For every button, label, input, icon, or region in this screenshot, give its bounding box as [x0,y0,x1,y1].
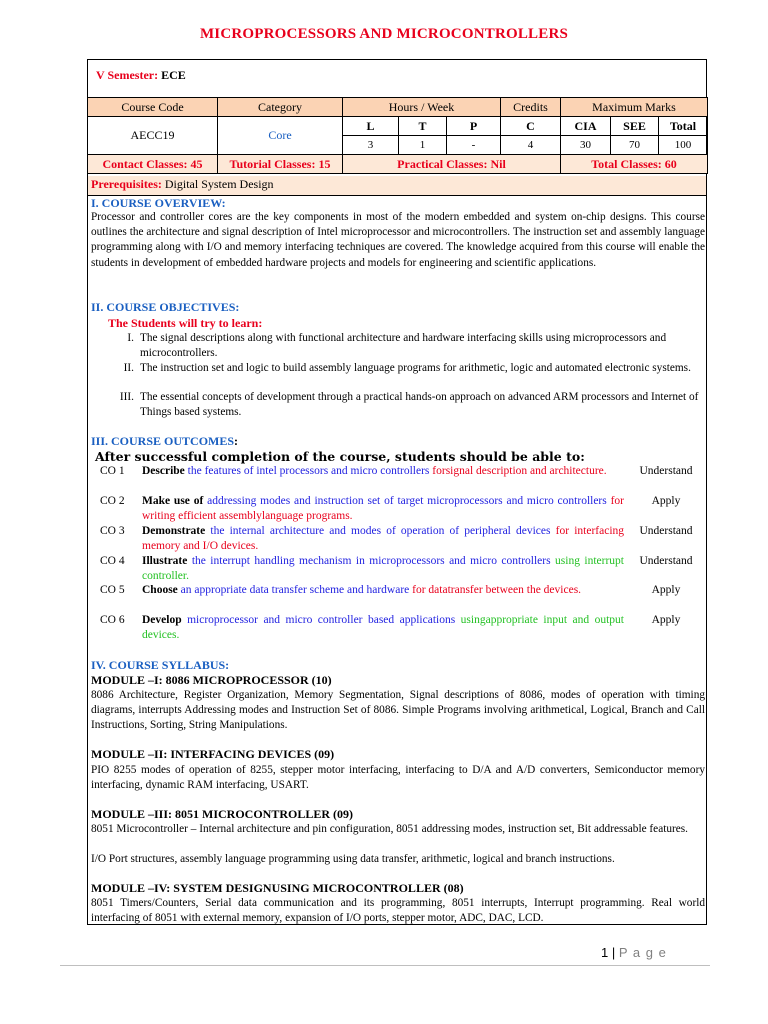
outcome-verb: Describe [142,465,185,477]
outcome-level: Understand [639,525,693,537]
footer-rule [60,965,710,966]
outcome-desc [142,613,624,643]
outcomes-intro: After successful completion of the course, students should be able to: [95,449,585,464]
objective-text: The essential concepts of development through a practical hands-on approach on advanced ARM processors and Internet of Things based systems. [140,391,699,418]
objective-text: The signal descriptions along with functional architecture and hardware interfacing skills using microprocessors and microcontrollers. [140,332,667,359]
outcome-part1: microprocessor and micro controller based applications [187,614,456,626]
module-text: 8051 Timers/Counters, Serial data communication and its programming, 8051 interrupts, Interrupt programming. Real world interfacing of 8051 with external memory, expansion of I/O ports, stepper motor, ADC, DAC, LCD. [91,897,705,925]
sub-P: P [447,117,501,136]
objective-text: The instruction set and logic to build assembly language programs for arithmetic, logic and automated electronic systems. [140,362,691,374]
tutorial-classes: Tutorial Classes: 15 [218,155,343,174]
sub-C: C [501,117,561,136]
prereq-label: Prerequisites: [91,177,162,191]
outcome-part1: the interrupt handling mechanism in microprocessors and micro controllers [191,555,551,567]
objective-num: II. [123,362,134,374]
header-marks: Maximum Marks [561,98,708,117]
outcome-level: Apply [651,584,681,596]
sub-CIA: CIA [561,117,611,136]
practical-classes: Practical Classes: Nil [343,155,561,174]
header-category: Category [218,98,343,117]
table-sub-row [88,117,708,136]
semester-value: ECE [161,68,186,82]
syllabus-heading: IV. COURSE SYLLABUS: [91,658,230,672]
outcome-part2: peripheral devices [464,525,551,537]
val-L: 3 [343,136,399,155]
overview-heading: I. COURSE OVERVIEW: [91,196,226,210]
outcome-part1: an appropriate data transfer scheme and hardware [180,584,410,596]
val-P: - [447,136,501,155]
outcome-id: CO 2 [100,495,125,507]
page-title: MICROPROCESSORS AND MICROCONTROLLERS [199,26,569,42]
outcome-verb: Demonstrate [142,525,206,537]
course-category: Core [218,117,343,155]
outcome-desc [142,464,624,479]
outcome-level: Apply [651,495,681,507]
total-classes: Total Classes: 60 [561,155,708,174]
val-SEE: 70 [611,136,659,155]
objective-item [108,390,702,420]
outcome-level: Understand [639,465,693,477]
module-text: 8051 Microcontroller – Internal architecture and pin configuration, 8051 addressing modes, instruction set, Bit addressable features. [91,823,688,835]
outcome-part1: addressing modes and instruction set of target microprocessors and micro controllers [207,495,607,507]
module-title: MODULE –I: 8086 MICROPROCESSOR (10) [91,673,332,687]
outcome-desc [142,583,624,598]
outcome-part2: for writing efficient assemblylanguage programs. [142,495,624,522]
sub-L: L [343,117,399,136]
objective-item [108,331,702,361]
outcomes-heading [91,434,238,449]
objectives-intro: The Students will try to learn: [108,316,263,330]
val-CIA: 30 [561,136,611,155]
objective-item [108,361,702,376]
objectives-heading: II. COURSE OBJECTIVES: [91,300,240,314]
contact-classes: Contact Classes: 45 [88,155,218,174]
outcome-id: CO 4 [100,555,125,567]
overview-text: Processor and controller cores are the key components in most of the modern embedded and system on-chip designs. This course outlines the architecture and signal description of Intel microprocessor and microcontrollers. The instruction set and assembly language programming along with I/O and memory interfacing techniques are covered. The knowledge acquired from this course will enable the students in development of embedded hardware projects and models for engineering and scientific applications. [91,211,705,269]
outcome-verb: Make use of [142,495,204,507]
sub-SEE: SEE [611,117,659,136]
sub-T: T [399,117,447,136]
header-hours: Hours / Week [343,98,501,117]
outcome-part2: forsignal description and architecture. [432,465,607,477]
module-text: PIO 8255 modes of operation of 8255, stepper motor interfacing, interfacing to D/A and A/D converters, Semiconductor memory interfacing, dynamic RAM interfacing, USART. [91,764,705,792]
header-credits: Credits [501,98,561,117]
outcomes-heading-text: III. COURSE OUTCOMES [91,434,235,448]
outcomes-heading-colon: : [234,434,239,448]
objective-num: I. [127,332,134,344]
module-title: MODULE –IV: SYSTEM DESIGNUSING MICROCONTROLLER (08) [91,881,464,895]
outcome-part3: usingappropriate input and output devices. [142,614,624,641]
outcome-part2: for datatransfer between the devices. [412,584,582,596]
page-footer [601,945,667,960]
outcome-part1: the features of intel processors and micro controllers [187,465,430,477]
course-code: AECC19 [88,117,218,155]
outcome-desc [142,554,624,584]
sub-Total: Total [659,117,708,136]
page-separator: | [611,945,616,960]
outcome-part3: using interrupt controller. [142,555,624,582]
header-course-code: Course Code [88,98,218,117]
semester-line [96,68,186,83]
outcome-verb: Illustrate [142,555,188,567]
module-title: MODULE –III: 8051 MICROCONTROLLER (09) [91,807,354,821]
outcome-id: CO 3 [100,525,125,537]
outcome-part3: for interfacing memory and I/O devices. [142,525,625,552]
prereq-value: Digital System Design [164,177,274,191]
module-title: MODULE –II: INTERFACING DEVICES (09) [91,747,335,761]
objective-num: III. [119,391,134,403]
prerequisites [88,176,706,195]
val-Total: 100 [659,136,708,155]
outcome-desc [142,524,624,554]
outcome-verb: Choose [142,584,178,596]
outcome-level: Apply [651,614,681,626]
val-C: 4 [501,136,561,155]
outcome-id: CO 6 [100,614,125,626]
outcome-level: Understand [639,555,693,567]
outcome-part1: the internal architecture and modes of operation of [210,525,460,537]
page-number: 1 [601,945,609,960]
module-text: 8086 Architecture, Register Organization, Memory Segmentation, Signal descriptions of 8086, modes of operation with timing diagrams, interrupts Addressing modes and Instruction Set of 8086. Simple Programs involving arithmetical, Logical, Branch and Call Instructions, Sorting, String Manipulations. [91,689,705,732]
module-text-2: I/O Port structures, assembly language programming using data transfer, arithmetic, logical and branch instructions. [91,853,615,865]
outcome-verb: Develop [142,614,182,626]
outcome-desc [142,494,624,524]
page-label: P a g e [618,945,667,960]
table-classes-row [88,155,708,174]
val-T: 1 [399,136,447,155]
outcome-id: CO 5 [100,584,125,596]
semester-label: V Semester: [96,68,159,82]
course-info-table [87,97,708,174]
outcome-id: CO 1 [100,465,125,477]
table-header-row [88,98,708,117]
